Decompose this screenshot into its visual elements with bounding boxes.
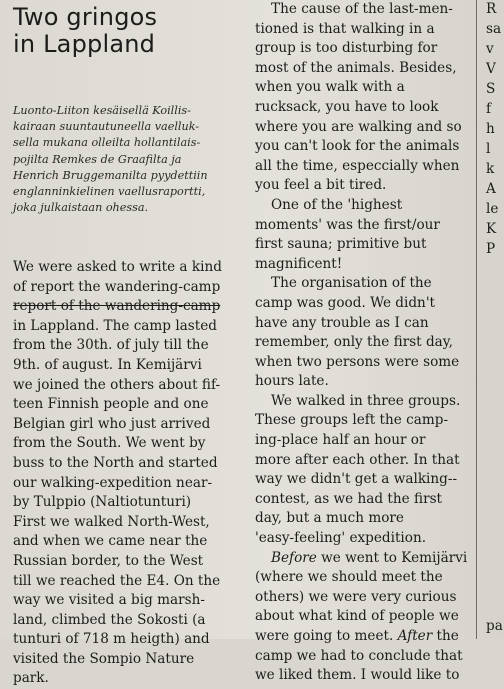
body-line: more after each other. In that [255,451,460,468]
body-line: The organisation of the [271,275,432,292]
body-line: from the South. We went by [13,435,206,452]
body-line: by Tulppio (Naltiotunturi) [13,494,192,511]
body-line: visited the Sompio Nature [13,650,195,667]
italic-word: After [397,628,433,644]
article-title [13,4,157,58]
fragment-text: l [486,141,491,157]
article-intro [13,103,208,216]
body-line: moments' was the first/our [255,216,440,233]
fragment-text: R [486,1,497,17]
body-line: teen Finnish people and one [13,396,209,413]
body-line: about what kind of people we [255,608,459,625]
body-line: first sauna; primitive but [255,236,427,253]
body-line: when you walk with a [255,79,405,96]
body-line: we joined the others about fif- [13,376,221,393]
body-line: contest, as we had the first [255,490,443,507]
body-line: (where we should meet the [255,569,443,586]
fragment-text: k [486,161,495,177]
fragment-text: K [486,221,497,237]
body-line: First we walked North-West, [13,513,210,530]
fragment-text: v [486,41,494,57]
body-line: way we visited a big marsh- [13,592,205,609]
body-line: others) we were very curious [255,588,457,605]
body-line: 9th. of august. In Kemijärvi [13,356,202,373]
intro-line: joka julkaistaan ohessa. [13,201,149,215]
body-line-italic-start: Before we went to Kemijärvi [271,549,468,566]
body-line: We were asked to write a kind [13,259,222,275]
italic-word: Before [271,549,317,566]
body-line: We walked in three groups. [271,392,461,409]
fragment-text: A [486,181,496,197]
struck-body-line: report of the wandering-camp [13,298,221,315]
fragment-text: sa [486,21,502,37]
body-line: Russian border, to the West [13,552,204,569]
body-line: tunturi of 718 m heigth) and [13,631,210,648]
fragment-text: le [486,201,499,217]
intro-line: sella mukana olleilta hollantilais- [13,136,201,150]
body-line: hours late. [255,373,329,390]
body-line: buss to the North and started [13,454,218,471]
body-line-partial: we liked them. I would like to [255,667,460,684]
body-line: tioned is that walking in a [255,20,435,37]
body-line: camp was good. We didn't [255,294,436,311]
body-line: of report the wandering-camp [13,278,221,295]
intro-line: Luonto-Liiton kesäisellä Koillis- [13,104,191,117]
fragment-text: f [486,101,492,117]
body-line: have any trouble as I can [255,314,429,331]
body-line: land, climbed the Sokosti (a [13,611,206,628]
body-line: and when we came near the [13,533,208,550]
body-line: Belgian girl who just arrived [13,415,211,432]
left-column-body [13,258,222,689]
intro-line: pojilta Remkes de Graafilta ja [13,152,182,166]
body-line: These groups left the camp- [255,412,449,429]
body-line: 'easy-feeling' expedition. [255,530,427,547]
body-line: One of the 'highest [271,196,403,213]
column-divider [476,0,477,639]
body-line: most of the animals. Besides, [255,59,457,76]
fragment-text: V [486,61,496,77]
body-line: camp we had to conclude that [255,647,463,664]
intro-line: englanninkielinen vaellusraportti, [13,185,206,199]
body-line: way we didn't get a walking-- [255,471,458,488]
body-line: magnificent! [255,255,343,272]
fragment-text: pa [486,618,503,634]
body-line: The cause of the last-men- [271,1,453,17]
body-line: our walking-expedition near- [13,474,213,491]
intro-line: Henrich Bruggemanilta pyydettiin [13,168,208,182]
fragment-text: h [486,121,495,137]
fragment-text: P [486,241,496,257]
body-line: rucksack, you have to look [255,98,439,115]
body-line: where you are walking and so [255,118,462,135]
body-line: all the time, especcially when [255,157,460,174]
title-line-2: in Lappland [13,30,156,58]
title-line-1: Two gringos [13,3,158,31]
body-line: you can't look for the animals [255,138,460,155]
body-line: in Lappland. The camp lasted [13,317,217,334]
body-line: group is too disturbing for [255,40,438,57]
body-line: till we reached the E4. On the [13,572,221,589]
body-line: remember, only the first day, [255,334,453,351]
intro-line: kairaan suuntautuneella vaelluk- [13,120,200,134]
body-line: when two persons were some [255,353,460,370]
body-line: were going to meet. After the [255,628,459,644]
body-line: park. [13,670,49,687]
fragment-text: S [486,81,496,97]
body-line: you feel a bit tired. [255,177,387,194]
middle-column-body [255,0,467,685]
body-line: from the 30th. of july till the [13,337,209,354]
body-line: ing-place half an hour or [255,432,426,449]
body-line: day, but a much more [255,510,404,527]
